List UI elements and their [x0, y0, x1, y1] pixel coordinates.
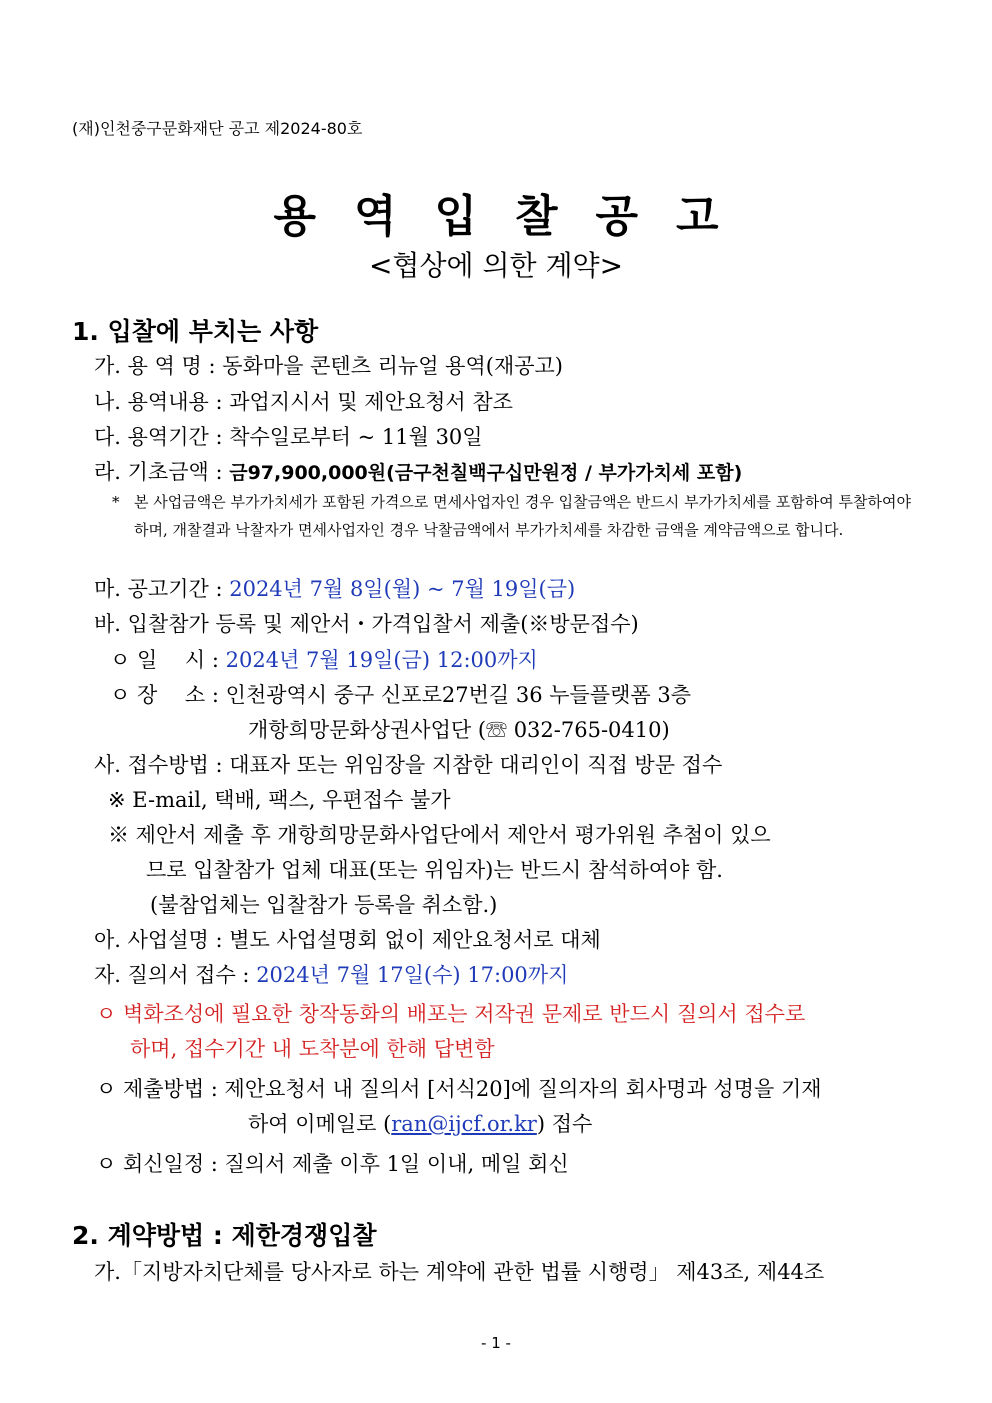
sa-note2-line3: (불참업체는 입찰참가 등록을 취소함.) — [150, 893, 498, 917]
item-ba-place-label: ㅇ 장 소 : — [110, 683, 219, 707]
item-ma-label: 마. 공고기간 : — [94, 577, 223, 601]
item-sa — [94, 749, 722, 779]
amount-note — [112, 488, 924, 544]
item-da — [94, 421, 483, 451]
item-a-value: 별도 사업설명회 없이 제안요청서로 대체 — [229, 928, 601, 952]
item-ga-value: 동화마을 콘텐츠 리뉴얼 용역(재공고) — [222, 354, 563, 378]
item-ma — [94, 573, 575, 603]
item-ba: 바. 입찰참가 등록 및 제안서・가격입찰서 제출(※방문접수) — [94, 612, 639, 636]
item-submit — [96, 1073, 822, 1103]
ja-red-line1: ㅇ 벽화조성에 필요한 창작동화의 배포는 저작권 문제로 반드시 질의서 접수로 — [96, 1002, 806, 1026]
item-na-value: 과업지시서 및 제안요청서 참조 — [229, 390, 513, 414]
item-ra-value: 금97,900,000원(금구천칠백구십만원정 / 부가가치세 포함) — [229, 462, 743, 484]
note-star: * — [112, 493, 120, 511]
item-submit-line2 — [248, 1108, 592, 1138]
item-sa-label: 사. 접수방법 : — [94, 753, 223, 777]
item-ba-place — [110, 679, 691, 709]
ja-red-line2: 하며, 접수기간 내 도착분에 한해 답변함 — [130, 1037, 495, 1061]
item-ja — [94, 959, 568, 989]
notice-number: (재)인천중구문화재단 공고 제2024-80호 — [72, 119, 363, 138]
item-na-label: 나. 용역내용 : — [94, 390, 223, 414]
item-reply — [96, 1148, 569, 1178]
item-ga — [94, 350, 563, 380]
item-ba-date-value: 2024년 7월 19일(금) 12:00까지 — [225, 648, 538, 672]
item-ja-label: 자. 질의서 접수 : — [94, 963, 250, 987]
submit-email-link[interactable]: ran@ijcf.or.kr — [391, 1112, 537, 1136]
item-ma-value: 2024년 7월 8일(월) ~ 7월 19일(금) — [229, 577, 576, 601]
sa-note2-line2: 므로 입찰참가 업체 대표(또는 위임자)는 반드시 참석하여야 함. — [146, 858, 723, 882]
item-ga-label: 가. 용 역 명 : — [94, 354, 216, 378]
sa-note1: ※ E-mail, 택배, 팩스, 우편접수 불가 — [108, 788, 451, 812]
sa-note2-line1: ※ 제안서 제출 후 개항희망문화사업단에서 제안서 평가위원 추첨이 있으 — [108, 823, 771, 847]
item-submit-label: ㅇ 제출방법 : — [96, 1077, 218, 1101]
page-number: - 1 - — [481, 1334, 511, 1352]
submit-post: ) 접수 — [536, 1112, 593, 1136]
note-text: 본 사업금액은 부가가치세가 포함된 가격으로 면세사업자인 경우 입찰금액은 반드시 부가가치세를 포함하여 투찰하여야 하며, 개찰결과 낙찰자가 면세사업자인 경우 낙찰금액에서 부가가치세를 차감한 금액을 계약금액으로 합니다. — [134, 493, 911, 539]
item-a-label: 아. 사업설명 : — [94, 928, 223, 952]
item-na — [94, 386, 513, 416]
item-da-label: 다. 용역기간 : — [94, 425, 223, 449]
section2-item-ga: 가.「지방자치단체를 당사자로 하는 계약에 관한 법률 시행령」 제43조, 제44조 — [94, 1260, 825, 1284]
section1-heading: 1. 입찰에 부치는 사항 — [72, 317, 319, 346]
page-title: 용역입찰공고 — [273, 191, 757, 242]
item-submit-value1: 제안요청서 내 질의서 [서식20]에 질의자의 회사명과 성명을 기재 — [224, 1077, 822, 1101]
item-ba-date — [110, 644, 538, 674]
item-ra-label: 라. 기초금액 : — [94, 460, 223, 484]
submit-pre: 하여 이메일로 ( — [248, 1112, 392, 1136]
section2-heading: 2. 계약방법 : 제한경쟁입찰 — [72, 1221, 377, 1250]
item-ra — [94, 456, 742, 486]
item-ja-value: 2024년 7월 17일(수) 17:00까지 — [256, 963, 569, 987]
item-ba-place-value2: 개항희망문화상권사업단 (☏ 032-765-0410) — [248, 718, 670, 742]
item-sa-value: 대표자 또는 위임장을 지참한 대리인이 직접 방문 접수 — [229, 753, 723, 777]
item-da-value: 착수일로부터 ~ 11월 30일 — [229, 425, 483, 449]
item-reply-value: 질의서 제출 이후 1일 이내, 메일 회신 — [224, 1152, 569, 1176]
item-reply-label: ㅇ 회신일정 : — [96, 1152, 218, 1176]
item-ba-date-label: ㅇ 일 시 : — [110, 648, 219, 672]
page-subtitle: <협상에 의한 계약> — [368, 249, 624, 282]
item-ba-place-value1: 인천광역시 중구 신포로27번길 36 누들플랫폼 3층 — [225, 683, 691, 707]
item-a — [94, 924, 601, 954]
